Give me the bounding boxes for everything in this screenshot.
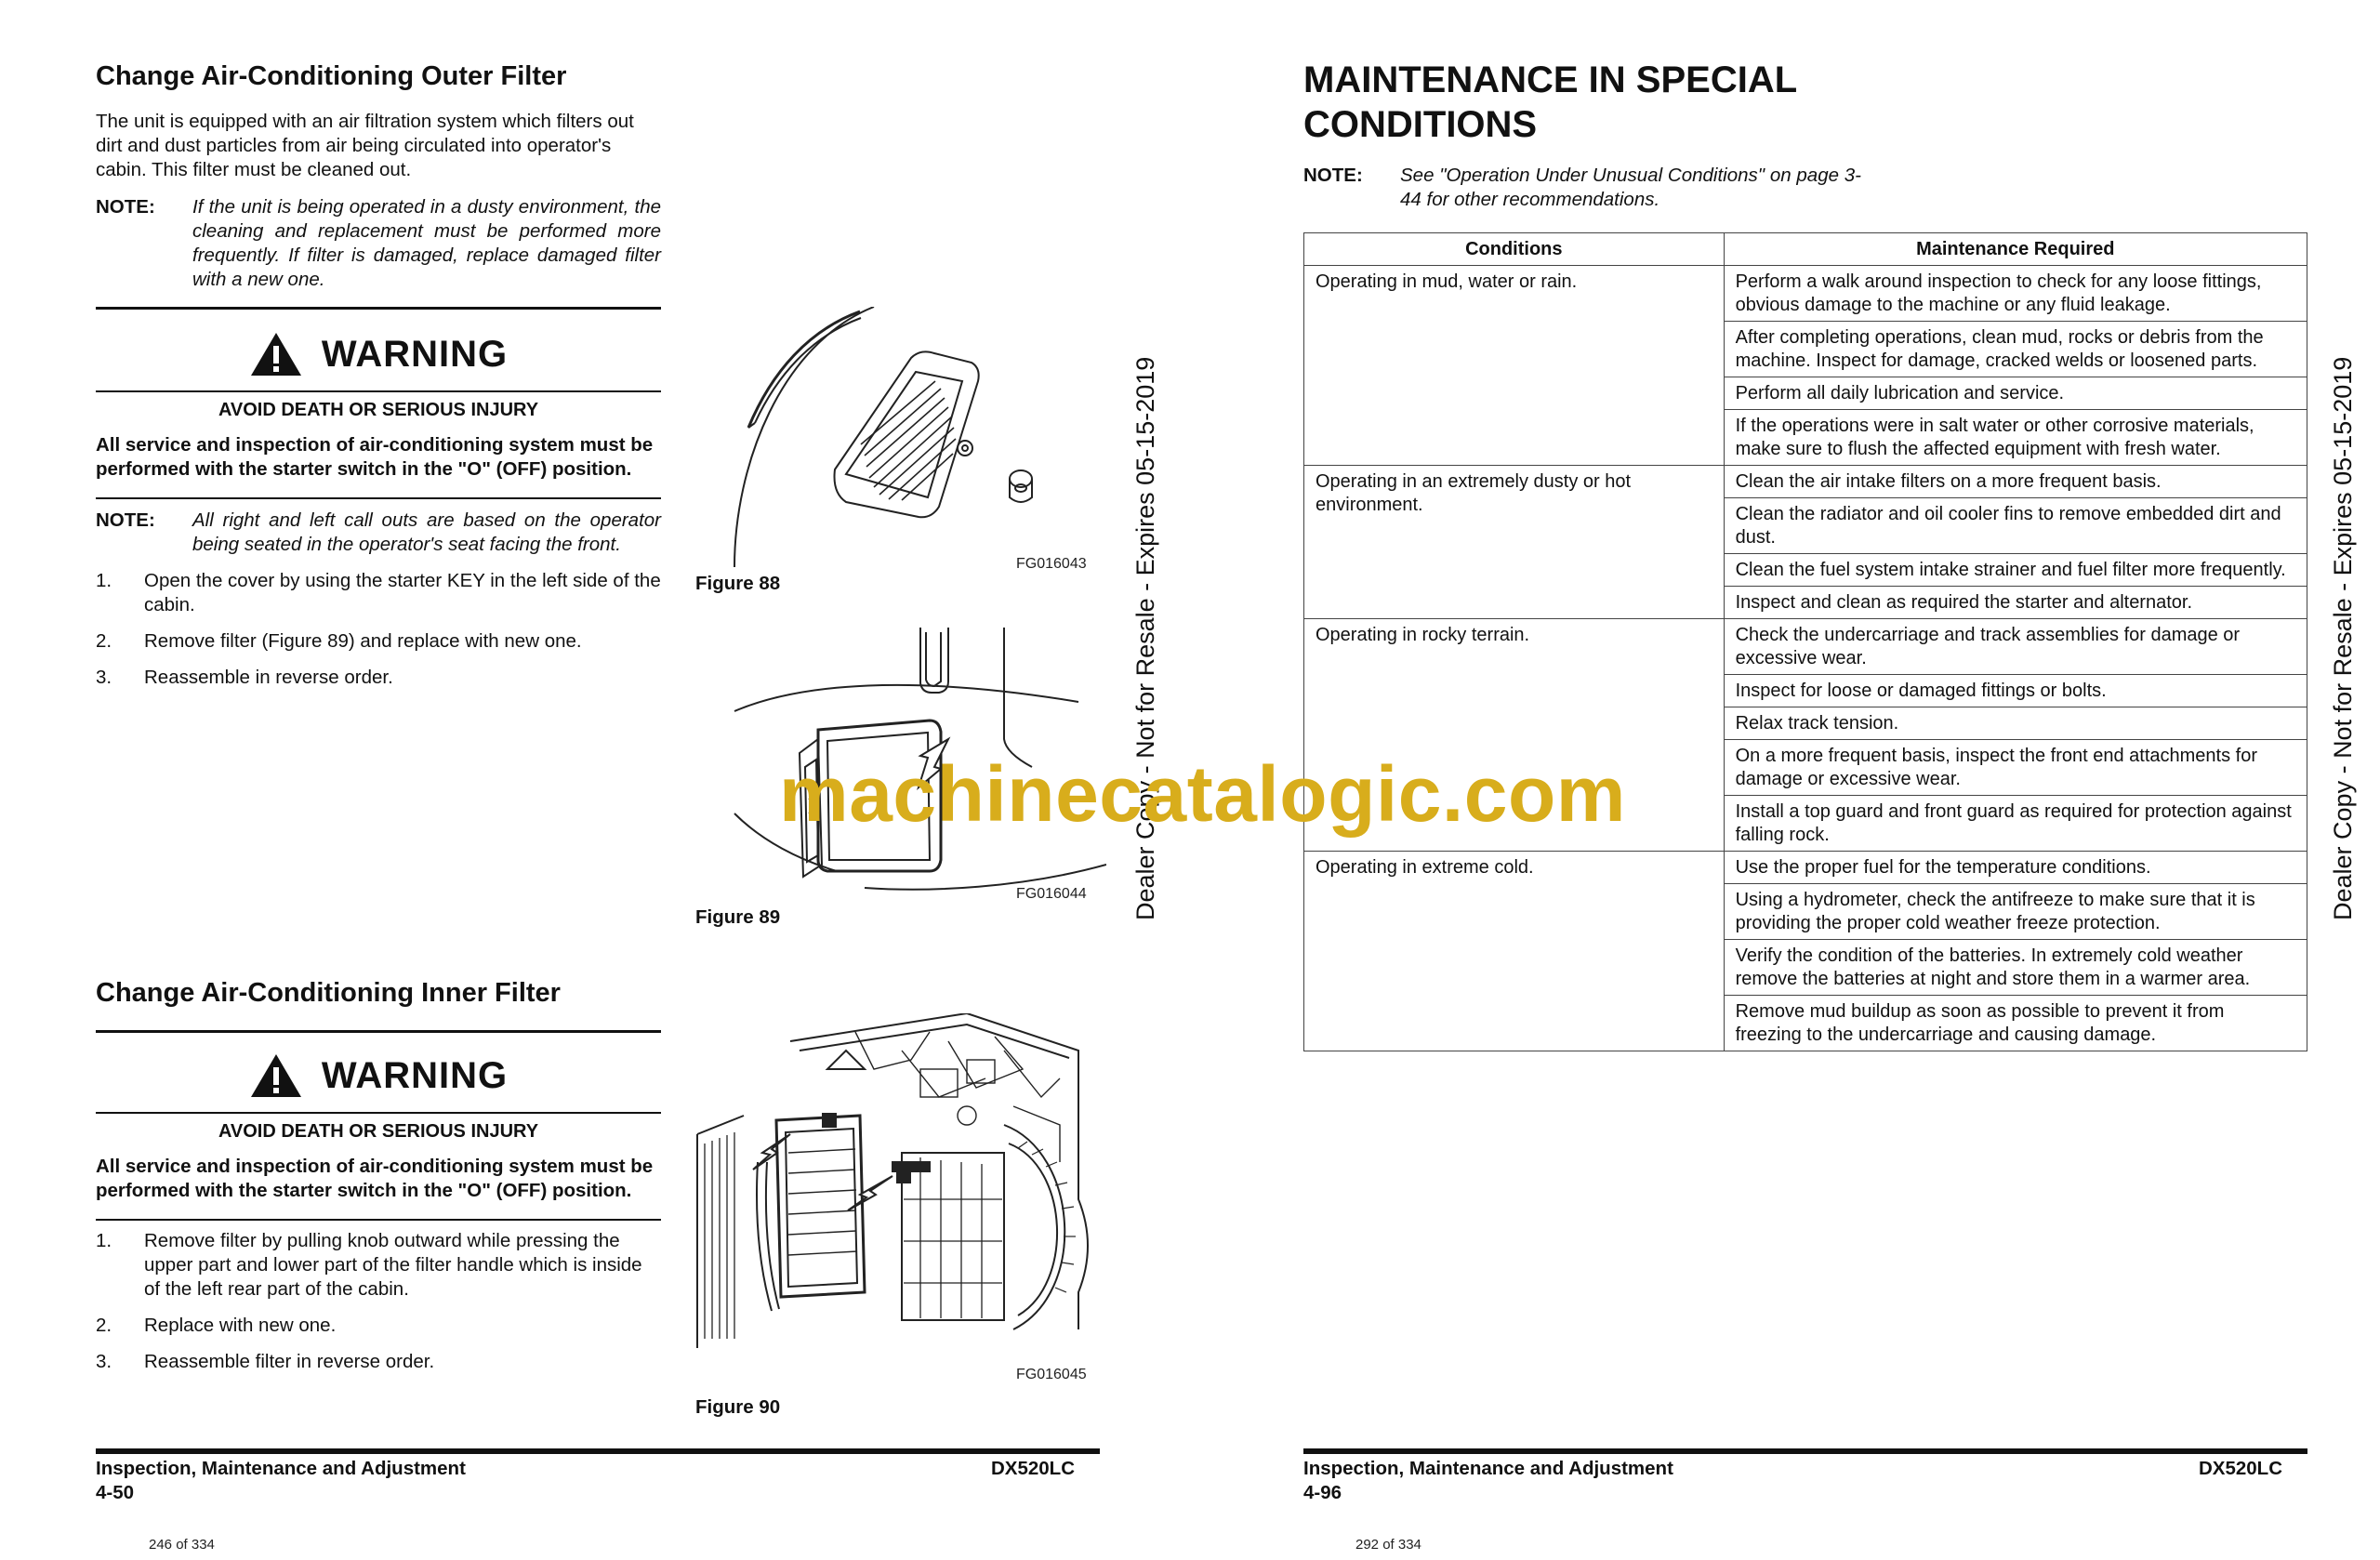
condition-cell: Operating in mud, water or rain.	[1304, 266, 1725, 466]
condition-cell: Operating in rocky terrain.	[1304, 619, 1725, 852]
maintenance-cell: If the operations were in salt water or other corrosive materials, make sure to flush the affected equipment with fresh water.	[1724, 410, 2307, 466]
warning-header	[96, 325, 661, 383]
step-number: 3.	[96, 1351, 112, 1372]
step-text: Open the cover by using the starter KEY in the left side of the cabin.	[144, 570, 661, 615]
maintenance-cell: Remove mud buildup as soon as possible to prevent it from freezing to the undercarriage and causing damage.	[1724, 996, 2307, 1051]
maintenance-cell: Inspect and clean as required the starter and alternator.	[1724, 587, 2307, 619]
step-text: Remove filter (Figure 89) and replace with new one.	[144, 630, 582, 652]
warning-header	[96, 1047, 661, 1104]
maintenance-cell: Clean the air intake filters on a more frequent basis.	[1724, 466, 2307, 498]
footer-page-number: 4-96	[1303, 1482, 1342, 1503]
inner-step	[96, 1350, 661, 1374]
table-row	[1304, 466, 2307, 498]
maintenance-cell: Using a hydrometer, check the antifreeze to make sure that it is providing the proper cold weather freeze protection.	[1724, 884, 2307, 940]
table-row	[1304, 852, 2307, 884]
outer-step	[96, 569, 661, 617]
warning-top-rule	[96, 1030, 661, 1033]
footer-model: DX520LC	[991, 1458, 1076, 1479]
step-text: Reassemble in reverse order.	[144, 667, 393, 688]
page-title	[1303, 58, 1797, 147]
warning-body: All service and inspection of air-conditioning system must be performed with the starter switch in the "O" (OFF) position.	[96, 1156, 654, 1201]
inner-step	[96, 1314, 661, 1338]
warning-rule	[96, 390, 661, 392]
maintenance-cell: Verify the condition of the batteries. In extremely cold weather remove the batteries at night and store them in a warmer area.	[1724, 940, 2307, 996]
footer-rule	[96, 1448, 1100, 1454]
step-text: Reassemble filter in reverse order.	[144, 1351, 435, 1372]
maintenance-cell: After completing operations, clean mud, rocks or debris from the machine. Inspect for damage, cracked welds or loosened parts.	[1724, 322, 2307, 377]
column-header: Maintenance Required	[1724, 233, 2307, 266]
site-watermark: machinecatalogic.com	[779, 750, 1626, 838]
figure-90-illustration	[688, 1013, 1097, 1357]
step-text: Replace with new one.	[144, 1315, 337, 1336]
step-number: 1.	[96, 1230, 112, 1251]
note-label: NOTE:	[96, 509, 155, 531]
column-header: Conditions	[1304, 233, 1725, 266]
inner-filter-heading: Change Air-Conditioning Inner Filter	[96, 978, 561, 1008]
maintenance-cell: Perform a walk around inspection to check for any loose fittings, obvious damage to the machine or any fluid leakage.	[1724, 266, 2307, 322]
maintenance-cell: On a more frequent basis, inspect the front end attachments for damage or excessive wear.	[1724, 740, 2307, 796]
step-number: 2.	[96, 1315, 112, 1336]
dealer-copy-mark: Dealer Copy - Not for Resale - Expires 05-15-2019	[1131, 356, 1159, 920]
maintenance-cell: Perform all daily lubrication and service.	[1724, 377, 2307, 410]
warning-title: WARNING	[321, 1054, 509, 1096]
maintenance-cell: Install a top guard and front guard as required for protection against falling rock.	[1724, 796, 2307, 852]
callout-note	[96, 509, 661, 557]
figure-90-code: FG016045	[1016, 1367, 1087, 1382]
outer-filter-intro: The unit is equipped with an air filtration system which filters out dirt and dust particles from air being circulated into operator's cabin. This filter must be cleaned out.	[96, 111, 634, 180]
maintenance-cell: Clean the radiator and oil cooler fins to remove embedded dirt and dust.	[1724, 498, 2307, 554]
step-number: 3.	[96, 667, 112, 688]
figure-88-illustration	[725, 307, 1097, 567]
warning-rule	[96, 1112, 661, 1114]
condition-cell: Operating in an extremely dusty or hot environment.	[1304, 466, 1725, 619]
footer-model: DX520LC	[2199, 1458, 2283, 1479]
maintenance-cell: Inspect for loose or damaged fittings or bolts.	[1724, 675, 2307, 707]
figure-88-label: Figure 88	[695, 573, 781, 594]
page-count: 292 of 334	[1355, 1537, 1421, 1553]
table-row	[1304, 619, 2307, 675]
note-label: NOTE:	[1303, 165, 1363, 186]
note-text: See "Operation Under Unusual Conditions" on page 3-44 for other recommendations.	[1400, 165, 1861, 210]
step-number: 2.	[96, 630, 112, 652]
outer-step	[96, 629, 661, 654]
warning-subtitle: AVOID DEATH OR SERIOUS INJURY	[218, 1121, 539, 1142]
special-note	[1303, 164, 1861, 212]
footer-title: Inspection, Maintenance and Adjustment	[1303, 1458, 1673, 1479]
page-count: 246 of 334	[149, 1537, 215, 1553]
warning-triangle-icon	[249, 1052, 303, 1099]
footer-rule	[1303, 1448, 2307, 1454]
figure-89-code: FG016044	[1016, 886, 1087, 902]
figure-90-label: Figure 90	[695, 1396, 781, 1418]
warning-subtitle: AVOID DEATH OR SERIOUS INJURY	[218, 400, 539, 420]
step-text: Remove filter by pulling knob outward while pressing the upper part and lower part of the filter handle which is inside of the left rear part of the cabin.	[144, 1230, 642, 1300]
warning-bottom-rule	[96, 497, 661, 499]
maintenance-cell: Check the undercarriage and track assemblies for damage or excessive wear.	[1724, 619, 2307, 675]
warning-top-rule	[96, 307, 661, 310]
warning-triangle-icon	[249, 331, 303, 377]
warning-title: WARNING	[321, 333, 509, 375]
outer-filter-heading: Change Air-Conditioning Outer Filter	[96, 61, 567, 91]
warning-bottom-rule	[96, 1219, 661, 1221]
table-header-row	[1304, 233, 2307, 266]
maintenance-cell: Clean the fuel system intake strainer and fuel filter more frequently.	[1724, 554, 2307, 587]
figure-89-label: Figure 89	[695, 906, 781, 928]
page-title-line: MAINTENANCE IN SPECIAL	[1303, 59, 1798, 100]
step-number: 1.	[96, 570, 112, 591]
footer-page-number: 4-50	[96, 1482, 135, 1503]
warning-body: All service and inspection of air-conditioning system must be performed with the starter switch in the "O" (OFF) position.	[96, 434, 654, 480]
outer-filter-note	[96, 195, 661, 292]
inner-step	[96, 1229, 661, 1302]
maintenance-cell: Use the proper fuel for the temperature conditions.	[1724, 852, 2307, 884]
table-row	[1304, 266, 2307, 322]
note-text: If the unit is being operated in a dusty environment, the cleaning and replacement must be performed more frequently. If filter is damaged, replace damaged filter with a new one.	[192, 196, 661, 290]
dealer-copy-mark: Dealer Copy - Not for Resale - Expires 05-15-2019	[2329, 356, 2357, 920]
outer-step	[96, 666, 661, 690]
footer-title: Inspection, Maintenance and Adjustment	[96, 1458, 466, 1479]
note-label: NOTE:	[96, 196, 155, 218]
condition-cell: Operating in extreme cold.	[1304, 852, 1725, 1051]
figure-88-code: FG016043	[1016, 556, 1087, 572]
page-title-line: CONDITIONS	[1303, 104, 1538, 145]
maintenance-cell: Relax track tension.	[1724, 707, 2307, 740]
maintenance-table	[1303, 232, 2307, 1051]
note-text: All right and left call outs are based on the operator being seated in the operator's seat facing the front.	[192, 509, 661, 555]
